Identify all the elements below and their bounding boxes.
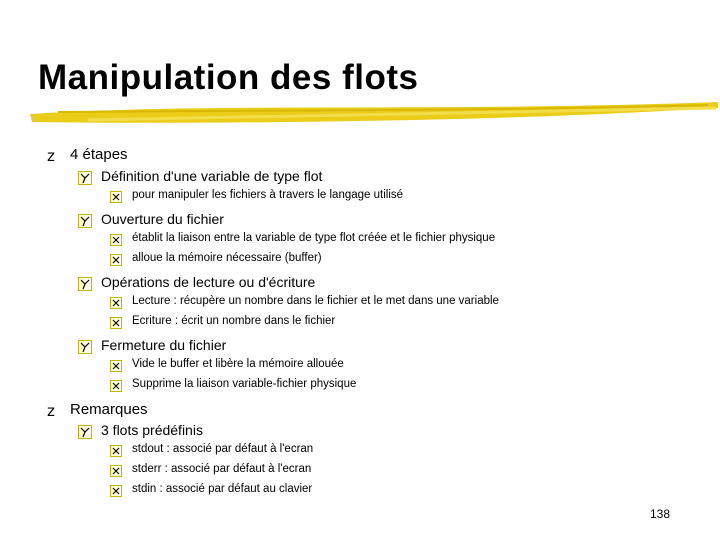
level3-item: stdin : associé par défaut au clavier [132, 483, 313, 495]
z-bullet-icon: z [47, 402, 55, 420]
checkbox-x-bullet-icon [110, 360, 122, 372]
level1-item: 4 étapes [70, 146, 128, 163]
level1-item: Remarques [70, 401, 148, 418]
level2-item: Opérations de lecture ou d'écriture [101, 274, 316, 290]
level2-item: 3 flots prédéfinis [101, 422, 203, 438]
checkbox-x-bullet-icon [110, 317, 122, 329]
level3-item: alloue la mémoire nécessaire (buffer) [132, 252, 322, 264]
level3-item: Supprime la liaison variable-fichier physique [132, 378, 357, 390]
z-bullet-icon: z [47, 147, 55, 165]
page-number: 138 [650, 507, 671, 521]
checkbox-x-bullet-icon [110, 297, 122, 309]
checkbox-x-bullet-icon [110, 485, 122, 497]
checkbox-y-bullet-icon [78, 171, 92, 185]
checkbox-x-bullet-icon [110, 465, 122, 477]
level3-item: Vide le buffer et libère la mémoire allouée [132, 358, 344, 370]
level2-item: Ouverture du fichier [101, 211, 224, 227]
level2-item: Fermeture du fichier [101, 337, 227, 353]
level2-item: Définition d'une variable de type flot [101, 168, 323, 184]
checkbox-x-bullet-icon [110, 380, 122, 392]
checkbox-y-bullet-icon [78, 340, 92, 354]
checkbox-x-bullet-icon [110, 234, 122, 246]
checkbox-x-bullet-icon [110, 191, 122, 203]
level3-item: stdout : associé par défaut à l'ecran [132, 443, 314, 455]
level3-item: stderr : associé par défaut à l'ecran [132, 463, 312, 475]
level3-item: Lecture : récupère un nombre dans le fichier et le met dans une variable [132, 295, 499, 307]
checkbox-x-bullet-icon [110, 254, 122, 266]
level3-item: Ecriture : écrit un nombre dans le fichier [132, 315, 336, 327]
slide-title: Manipulation des flots [38, 58, 419, 97]
level3-item: établit la liaison entre la variable de type flot créée et le fichier physique [132, 232, 496, 244]
checkbox-y-bullet-icon [78, 425, 92, 439]
checkbox-x-bullet-icon [110, 445, 122, 457]
level3-item: pour manipuler les fichiers à travers le langage utilisé [132, 189, 404, 201]
checkbox-y-bullet-icon [78, 277, 92, 291]
checkbox-y-bullet-icon [78, 214, 92, 228]
